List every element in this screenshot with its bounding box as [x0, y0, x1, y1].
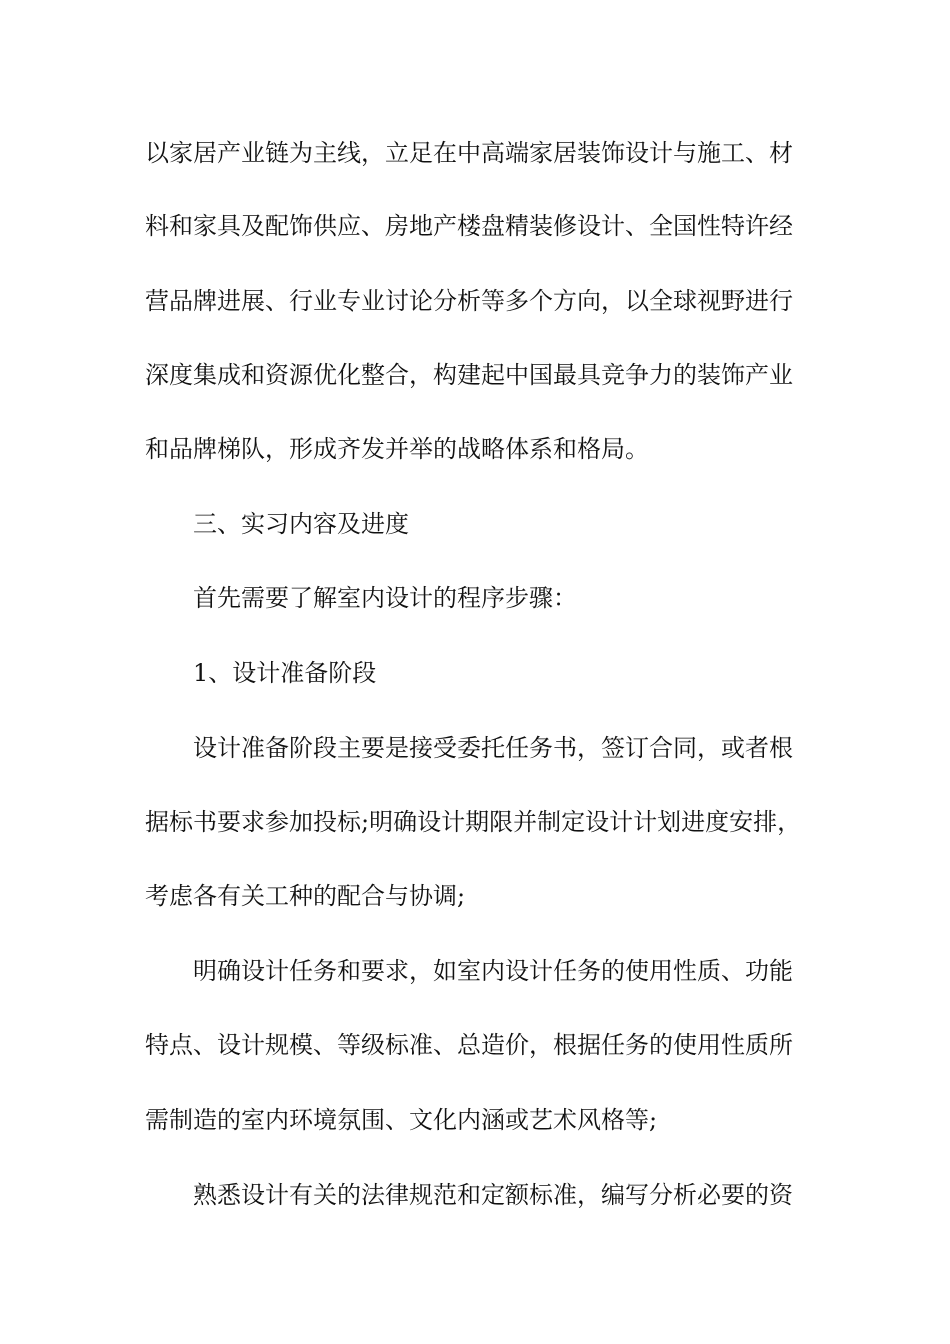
section-heading: 三、实习内容及进度 — [193, 510, 409, 538]
paragraph-line: 和品牌梯队，形成齐发并举的战略体系和格局。 — [145, 435, 649, 463]
paragraph-line: 需制造的室内环境氛围、文化内涵或艺术风格等; — [145, 1106, 658, 1134]
paragraph-line: 明确设计任务和要求，如室内设计任务的使用性质、功能 — [193, 957, 793, 985]
paragraph-line: 营品牌进展、行业专业讨论分析等多个方向，以全球视野进行 — [145, 287, 793, 315]
subsection-heading: 1、设计准备阶段 — [193, 659, 377, 687]
paragraph-line: 深度集成和资源优化整合，构建起中国最具竞争力的装饰产业 — [145, 361, 793, 389]
paragraph-line: 熟悉设计有关的法律规范和定额标准，编写分析必要的资 — [193, 1181, 793, 1209]
paragraph-line: 首先需要了解室内设计的程序步骤： — [193, 584, 577, 612]
paragraph-line: 以家居产业链为主线，立足在中高端家居装饰设计与施工、材 — [145, 139, 793, 167]
paragraph-line: 考虑各有关工种的配合与协调; — [145, 882, 466, 910]
paragraph-line: 料和家具及配饰供应、房地产楼盘精装修设计、全国性特许经 — [145, 212, 793, 240]
paragraph-line: 特点、设计规模、等级标准、总造价，根据任务的使用性质所 — [145, 1031, 793, 1059]
paragraph-line: 设计准备阶段主要是接受委托任务书，签订合同，或者根 — [193, 734, 793, 762]
paragraph-line: 据标书要求参加投标;明确设计期限并制定设计计划进度安排， — [145, 808, 802, 836]
